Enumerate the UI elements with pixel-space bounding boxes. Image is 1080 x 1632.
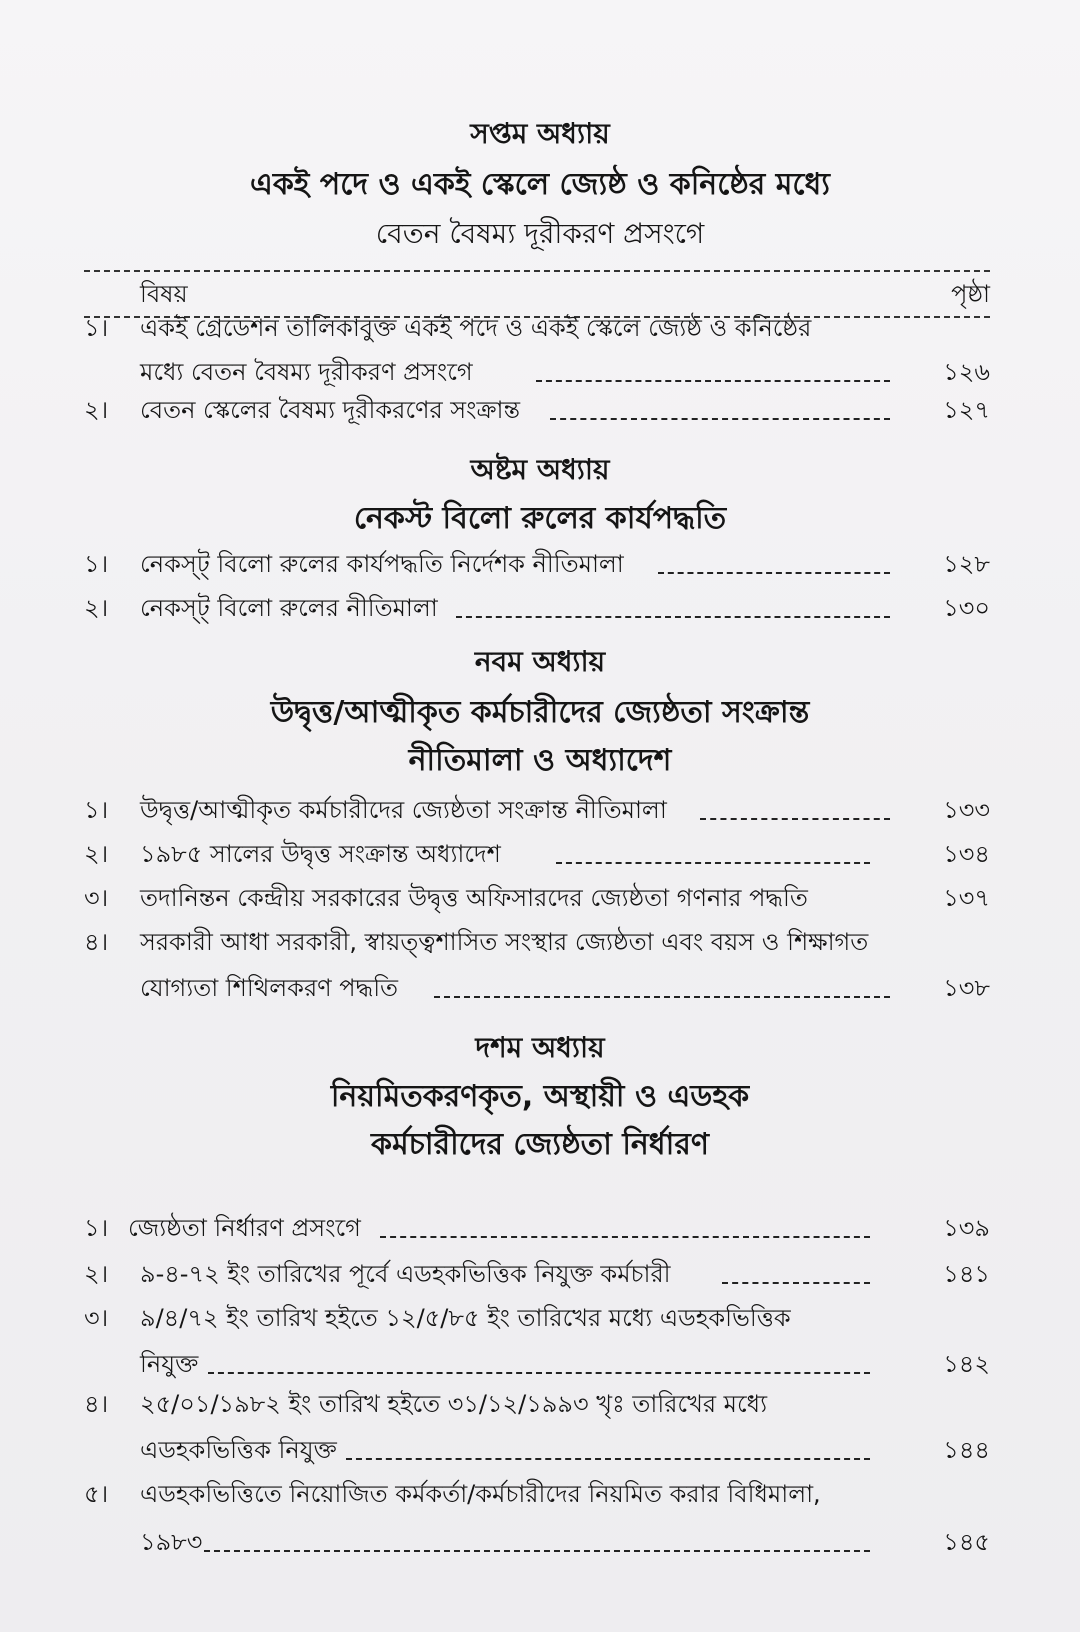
chapter-10-title-line-1: নিয়মিতকরণকৃত, অস্থায়ী ও এডহক	[330, 1079, 750, 1114]
dot-leader	[204, 1550, 870, 1552]
entry-page: ১৪৪	[943, 1436, 990, 1464]
toc-entry[interactable]	[84, 544, 990, 584]
chapter-10-heading: দশম অধ্যায়	[475, 1031, 605, 1064]
entry-title-line-1: ২৫/০১/১৯৮২ ইং তারিখ হইতে ৩১/১২/১৯৯৩ খৃঃ তারিখের মধ্যে	[140, 1390, 768, 1418]
entry-number: ১।	[84, 314, 109, 342]
chapter-9-title-line-1: উদ্বৃত্ত/আত্মীকৃত কর্মচারীদের জ্যেষ্ঠতা সংক্রান্ত	[270, 695, 810, 730]
entry-number: ৪।	[84, 928, 109, 956]
dot-leader	[434, 996, 890, 998]
toc-entry[interactable]	[84, 1254, 990, 1294]
entry-number: ১।	[84, 550, 109, 578]
entry-title: জ্যেষ্ঠতা নির্ধারণ প্রসংগে	[128, 1214, 361, 1242]
toc-entry[interactable]	[84, 790, 990, 830]
entry-number: ৫।	[84, 1480, 109, 1508]
entry-title-line-1: একই গ্রেডেশন তালিকাবুক্ত একই পদে ও একই স্কেলে জ্যেষ্ঠ ও কনিষ্ঠের	[140, 314, 812, 342]
entry-title: ৯-৪-৭২ ইং তারিখের পূর্বে এডহকভিত্তিক নিযুক্ত কর্মচারী	[140, 1260, 671, 1288]
chapter-7-title-line-2: বেতন বৈষম্য দূরীকরণ প্রসংগে	[375, 217, 705, 250]
toc-entry[interactable]	[84, 1208, 990, 1248]
entry-title-line-2: ১৯৮৩	[140, 1528, 203, 1556]
entry-number: ২।	[84, 594, 109, 622]
entry-page: ১২৮	[943, 550, 990, 578]
entry-number: ১।	[84, 796, 109, 824]
toc-entry[interactable]	[84, 1384, 990, 1472]
entry-number: ৩।	[84, 884, 109, 912]
toc-entry[interactable]	[84, 308, 990, 388]
dot-leader	[380, 1236, 870, 1238]
dot-leader	[722, 1282, 870, 1284]
entry-page: ১৪২	[943, 1350, 990, 1378]
chapter-8-heading: অষ্টম অধ্যায়	[470, 453, 610, 486]
entry-page: ১৪১	[943, 1260, 990, 1288]
entry-number: ২।	[84, 840, 109, 868]
toc-entry[interactable]	[84, 878, 990, 918]
entry-title: ১৯৮৫ সালের উদ্বৃত্ত সংক্রান্ত অধ্যাদেশ	[140, 840, 501, 868]
entry-title: নেকস্ট্ বিলো রুলের নীতিমালা	[140, 594, 438, 622]
entry-number: ১।	[84, 1214, 109, 1242]
dot-leader	[700, 818, 890, 820]
entry-number: ৩।	[84, 1304, 109, 1332]
dot-leader	[536, 380, 890, 382]
entry-title: বেতন স্কেলের বৈষম্য দূরীকরণের সংক্রান্ত	[140, 396, 521, 424]
chapter-10-title-line-2: কর্মচারীদের জ্যেষ্ঠতা নির্ধারণ	[371, 1127, 709, 1162]
toc-entry[interactable]	[84, 390, 990, 430]
dot-leader	[208, 1372, 870, 1374]
entry-title-line-1: সরকারী আধা সরকারী, স্বায়ত্ত্বশাসিত সংস্থার জ্যেষ্ঠতা এবং বয়স ও শিক্ষাগত	[140, 928, 869, 956]
chapter-9-title-line-2: নীতিমালা ও অধ্যাদেশ	[408, 743, 672, 778]
toc-entry[interactable]	[84, 1298, 990, 1386]
entry-page: ১২৬	[943, 358, 990, 386]
entry-title-line-2: নিযুক্ত	[140, 1350, 199, 1378]
entry-title: নেকস্ট্ বিলো রুলের কার্যপদ্ধতি নির্দেশক নীতিমালা	[140, 550, 624, 578]
toc-entry[interactable]	[84, 922, 990, 1010]
chapter-9-heading: নবম অধ্যায়	[474, 645, 606, 678]
entry-title-line-2: এডহকভিত্তিক নিযুক্ত	[140, 1436, 337, 1464]
dot-leader	[658, 572, 890, 574]
entry-page: ১৪৫	[943, 1528, 990, 1556]
entry-title-line-1: এডহকভিত্তিতে নিয়োজিত কর্মকর্তা/কর্মচারীদের নিয়মিত করার বিধিমালা,	[140, 1480, 821, 1508]
toc-entry[interactable]	[84, 588, 990, 628]
entry-number: ২।	[84, 396, 109, 424]
entry-title-line-2: যোগ্যতা শিথিলকরণ পদ্ধতি	[140, 974, 399, 1002]
entry-number: ৪।	[84, 1390, 109, 1418]
entry-title: তদানিন্তন কেন্দ্রীয় সরকারের উদ্বৃত্ত অফিসারদের জ্যেষ্ঠতা গণনার পদ্ধতি	[140, 884, 808, 912]
chapter-7-title-line-1: একই পদে ও একই স্কেলে জ্যেষ্ঠ ও কনিষ্ঠের মধ্যে	[250, 167, 830, 202]
toc-entry[interactable]	[84, 1474, 990, 1564]
entry-page: ১৩০	[943, 594, 990, 622]
page-column-header: পৃষ্ঠা	[951, 280, 990, 308]
entry-page: ১২৭	[943, 396, 990, 424]
toc-entry[interactable]	[84, 834, 990, 874]
dot-leader	[456, 616, 890, 618]
entry-page: ১৩৮	[943, 974, 990, 1002]
chapter-7-heading: সপ্তম অধ্যায়	[470, 117, 610, 150]
entry-page: ১৩৩	[943, 796, 990, 824]
dot-leader	[556, 862, 870, 864]
entry-title-line-1: ৯/৪/৭২ ইং তারিখ হইতে ১২/৫/৮৫ ইং তারিখের মধ্যে এডহকভিত্তিক	[140, 1304, 791, 1332]
entry-title: উদ্বৃত্ত/আত্মীকৃত কর্মচারীদের জ্যেষ্ঠতা সংক্রান্ত নীতিমালা	[140, 796, 667, 824]
entry-page: ১৩৭	[943, 884, 990, 912]
entry-number: ২।	[84, 1260, 109, 1288]
dot-leader	[346, 1458, 870, 1460]
subject-column-header: বিষয়	[140, 280, 188, 308]
dot-leader	[550, 418, 890, 420]
entry-page: ১৩৯	[943, 1214, 990, 1242]
entry-title-line-2: মধ্যে বেতন বৈষম্য দূরীকরণ প্রসংগে	[140, 358, 473, 386]
entry-page: ১৩৪	[943, 840, 990, 868]
chapter-8-title: নেকস্ট বিলো রুলের কার্যপদ্ধতি	[353, 501, 727, 536]
